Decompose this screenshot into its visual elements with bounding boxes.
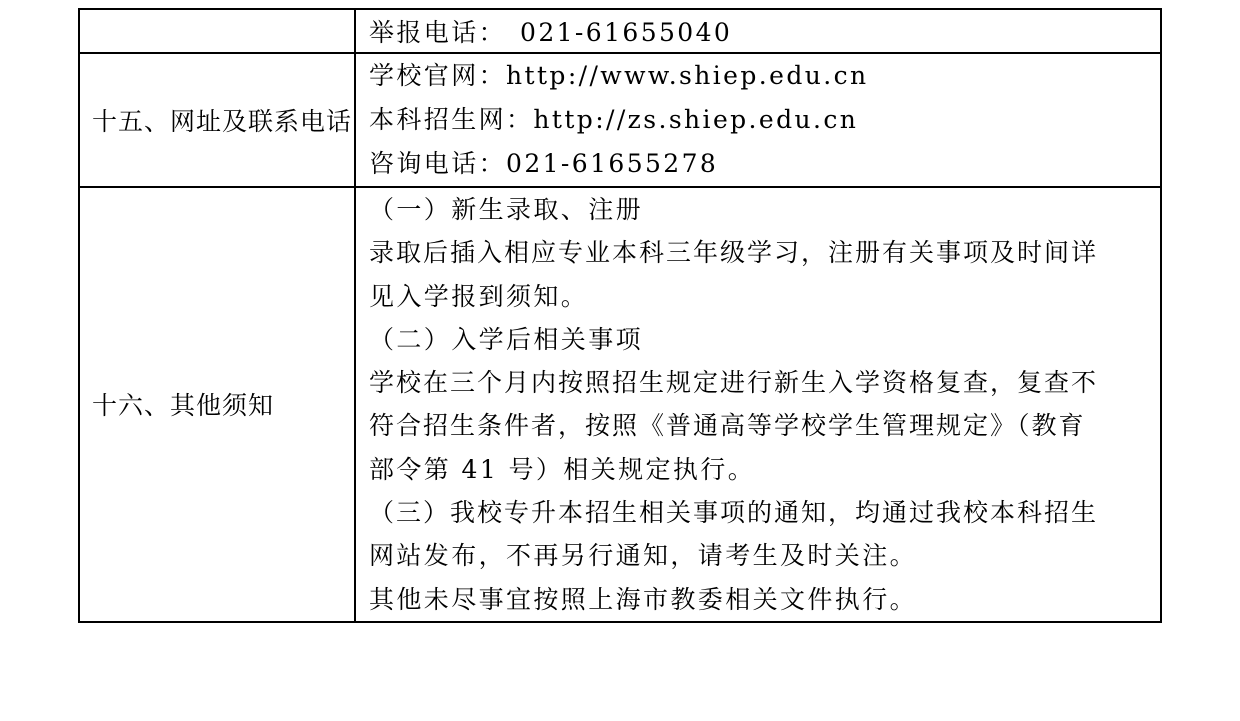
row-content-other-notice — [355, 187, 1161, 622]
notice-line: （二）入学后相关事项 — [369, 324, 644, 354]
notice-line: 见入学报到须知。 — [369, 281, 589, 311]
table-row-website-contact — [79, 53, 1161, 187]
school-website-link[interactable]: http://www.shiep.edu.cn — [506, 61, 869, 90]
admission-website-line — [369, 98, 1152, 142]
row-content-website-contact — [355, 53, 1161, 187]
school-website-line — [369, 54, 1152, 98]
notice-line: 部令第 41 号）相关规定执行。 — [369, 454, 756, 484]
table-row-report-phone — [79, 9, 1161, 53]
row-label-other-notice: 十六、其他须知 — [79, 187, 355, 622]
admission-website-link[interactable]: http://zs.shiep.edu.cn — [533, 105, 859, 134]
info-table — [78, 8, 1162, 623]
report-phone-line — [369, 10, 1152, 52]
row-content-report-phone — [355, 9, 1161, 53]
notice-line: 网站发布，不再另行通知，请考生及时关注。 — [369, 541, 918, 571]
row-label-empty — [79, 9, 355, 53]
notice-line: （三）我校专升本招生相关事项的通知，均通过我校本科招生 — [369, 498, 1099, 528]
notice-line: 符合招生条件者，按照《普通高等学校学生管理规定》（教育 — [369, 411, 1086, 441]
notice-line: 其他未尽事宜按照上海市教委相关文件执行。 — [369, 584, 918, 614]
notice-line: （一）新生录取、注册 — [369, 195, 644, 224]
report-phone-label: 举报电话： — [369, 18, 507, 47]
notice-line: 学校在三个月内按照招生规定进行新生入学资格复查，复查不 — [369, 368, 1099, 398]
table-row-other-notice — [79, 187, 1161, 622]
report-phone-number: 021-61655040 — [520, 18, 733, 47]
consult-phone-line — [369, 142, 1152, 186]
row-label-website-contact: 十五、网址及联系电话 — [79, 53, 355, 187]
admission-website-label: 本科招生网： — [369, 105, 534, 134]
consult-phone-label: 咨询电话： — [369, 149, 507, 178]
school-website-label: 学校官网： — [369, 61, 507, 90]
notice-line: 录取后插入相应专业本科三年级学习，注册有关事项及时间详 — [369, 238, 1099, 268]
consult-phone-number: 021-61655278 — [506, 149, 719, 178]
